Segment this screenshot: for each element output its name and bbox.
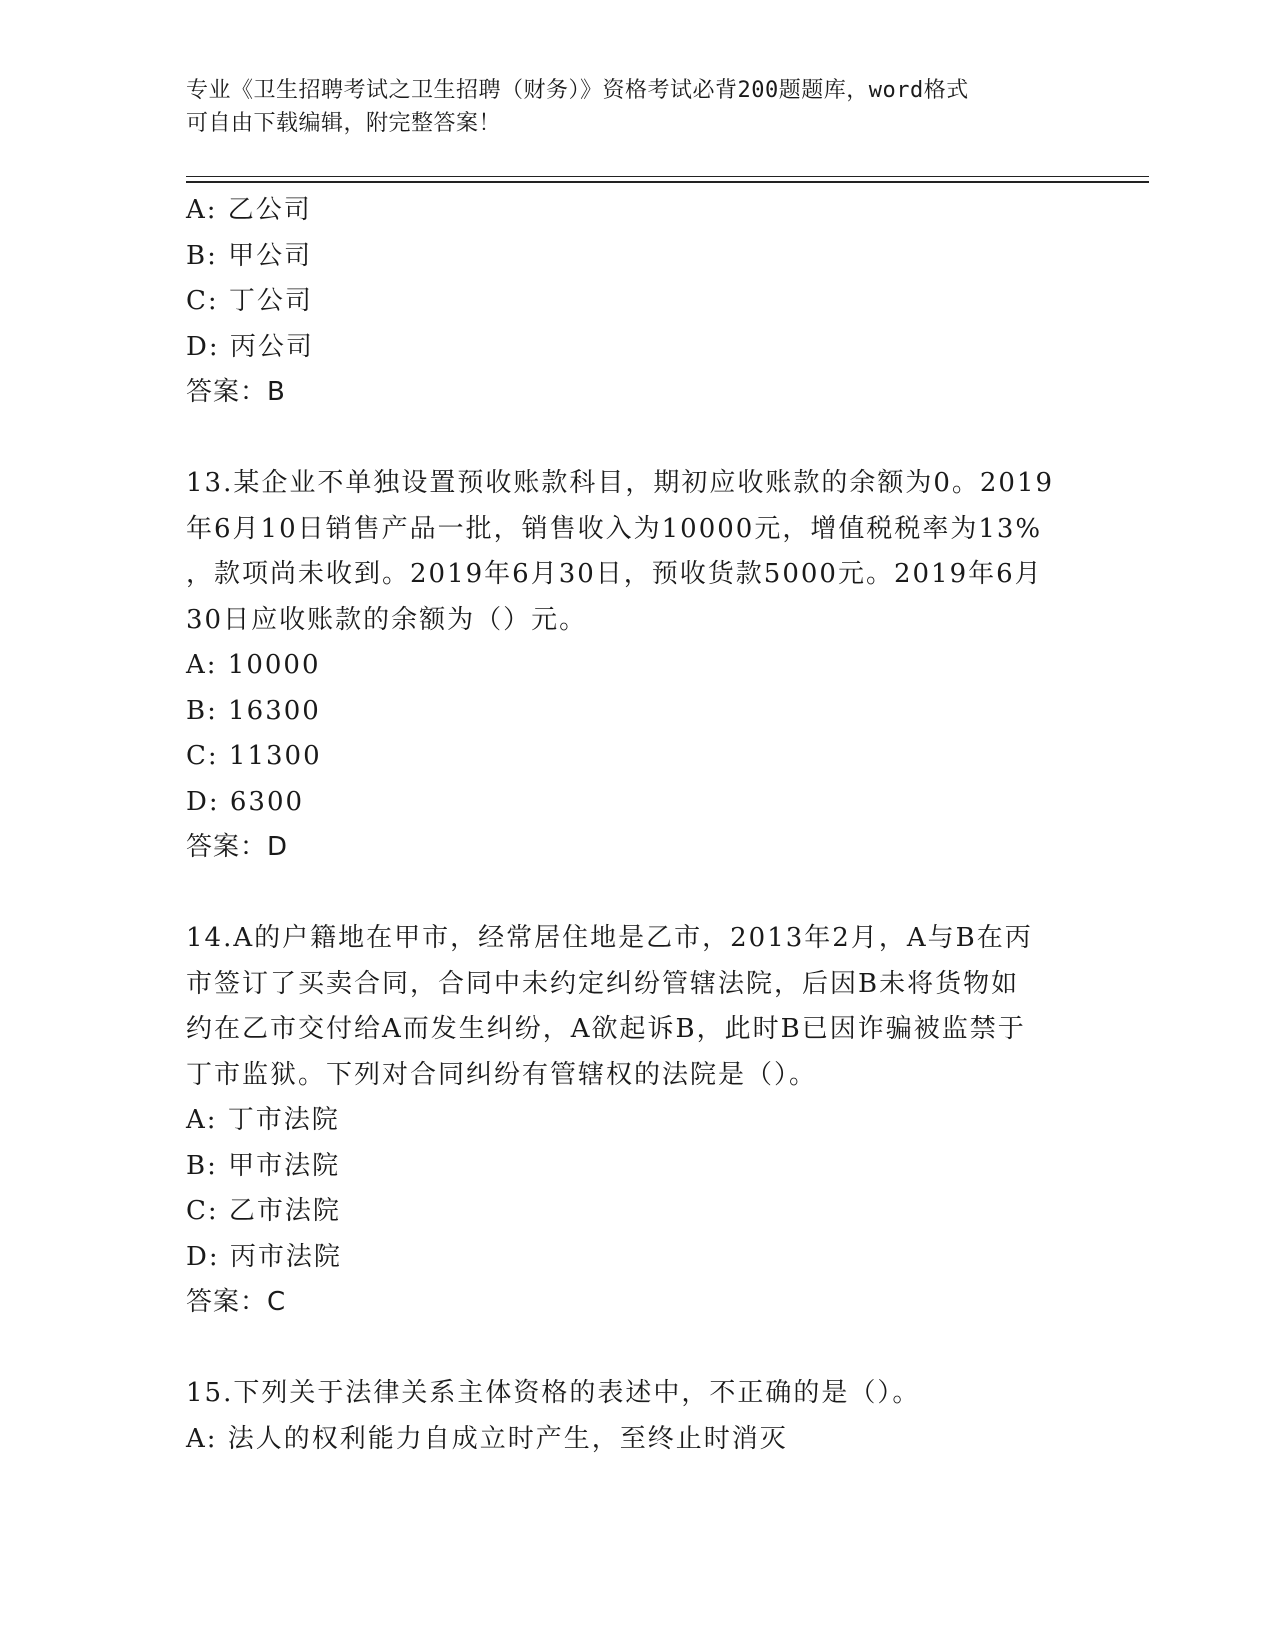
spacer (186, 416, 1086, 462)
question-text (186, 461, 1086, 643)
header-line-1: 专业《卫生招聘考试之卫生招聘（财务）》资格考试必背200题题库，word格式 (186, 78, 969, 103)
answer-line: 答案：C (186, 1287, 287, 1317)
question-14 (186, 916, 1086, 1326)
question-text-line: 15.下列关于法律关系主体资格的表述中，不正确的是（）。 (186, 1378, 921, 1408)
question-text-line: 14.A的户籍地在甲市，经常居住地是乙市，2013年2月，A与B在丙 (186, 923, 1033, 953)
option-d: D: 6300 (186, 786, 305, 817)
question-13 (186, 461, 1086, 871)
option-c: C: 丁公司 (186, 286, 313, 316)
answer-line: 答案：D (186, 832, 289, 862)
question-text-line: 约在乙市交付给A而发生纠纷，A欲起诉B，此时B已因诈骗被监禁于 (186, 1014, 1026, 1044)
question-text (186, 1371, 1086, 1417)
option-a: A: 乙公司 (186, 195, 312, 225)
option-a: A: 丁市法院 (186, 1105, 340, 1135)
option-a: A: 10000 (186, 650, 321, 680)
question-12 (186, 188, 1086, 416)
option-b: B: 甲公司 (186, 240, 313, 271)
option-a: A: 法人的权利能力自成立时产生，至终止时消灭 (186, 1423, 788, 1454)
option-d: D: 丙市法院 (186, 1241, 342, 1272)
header-divider-thin (186, 176, 1149, 177)
question-text-line: ，款项尚未收到。2019年6月30日，预收货款5000元。2019年6月 (186, 559, 1043, 589)
option-d: D: 丙公司 (186, 331, 314, 362)
question-text-line: 丁市监狱。下列对合同纠纷有管辖权的法院是（）。 (186, 1059, 818, 1090)
header-line-2: 可自由下载编辑，附完整答案！ (186, 111, 502, 136)
spacer (186, 1326, 1086, 1372)
option-c: C: 乙市法院 (186, 1196, 341, 1226)
question-15 (186, 1371, 1086, 1462)
question-text-line: 13.某企业不单独设置预收账款科目，期初应收账款的余额为0。2019 (186, 468, 1055, 498)
answer-line: 答案：B (186, 377, 286, 407)
spacer (186, 871, 1086, 917)
question-text-line: 年6月10日销售产品一批，销售收入为10000元，增值税税率为13% (186, 513, 1043, 544)
question-text (186, 916, 1086, 1098)
question-list (186, 188, 1086, 1462)
option-b: B: 甲市法院 (186, 1150, 341, 1181)
option-c: C: 11300 (186, 741, 322, 771)
question-text-line: 市签订了买卖合同，合同中未约定纠纷管辖法院，后因B未将货物如 (186, 968, 1020, 999)
question-text-line: 30日应收账款的余额为（）元。 (186, 604, 588, 635)
header-divider-thick (186, 181, 1149, 183)
option-b: B: 16300 (186, 695, 321, 726)
document-header (186, 74, 1066, 140)
